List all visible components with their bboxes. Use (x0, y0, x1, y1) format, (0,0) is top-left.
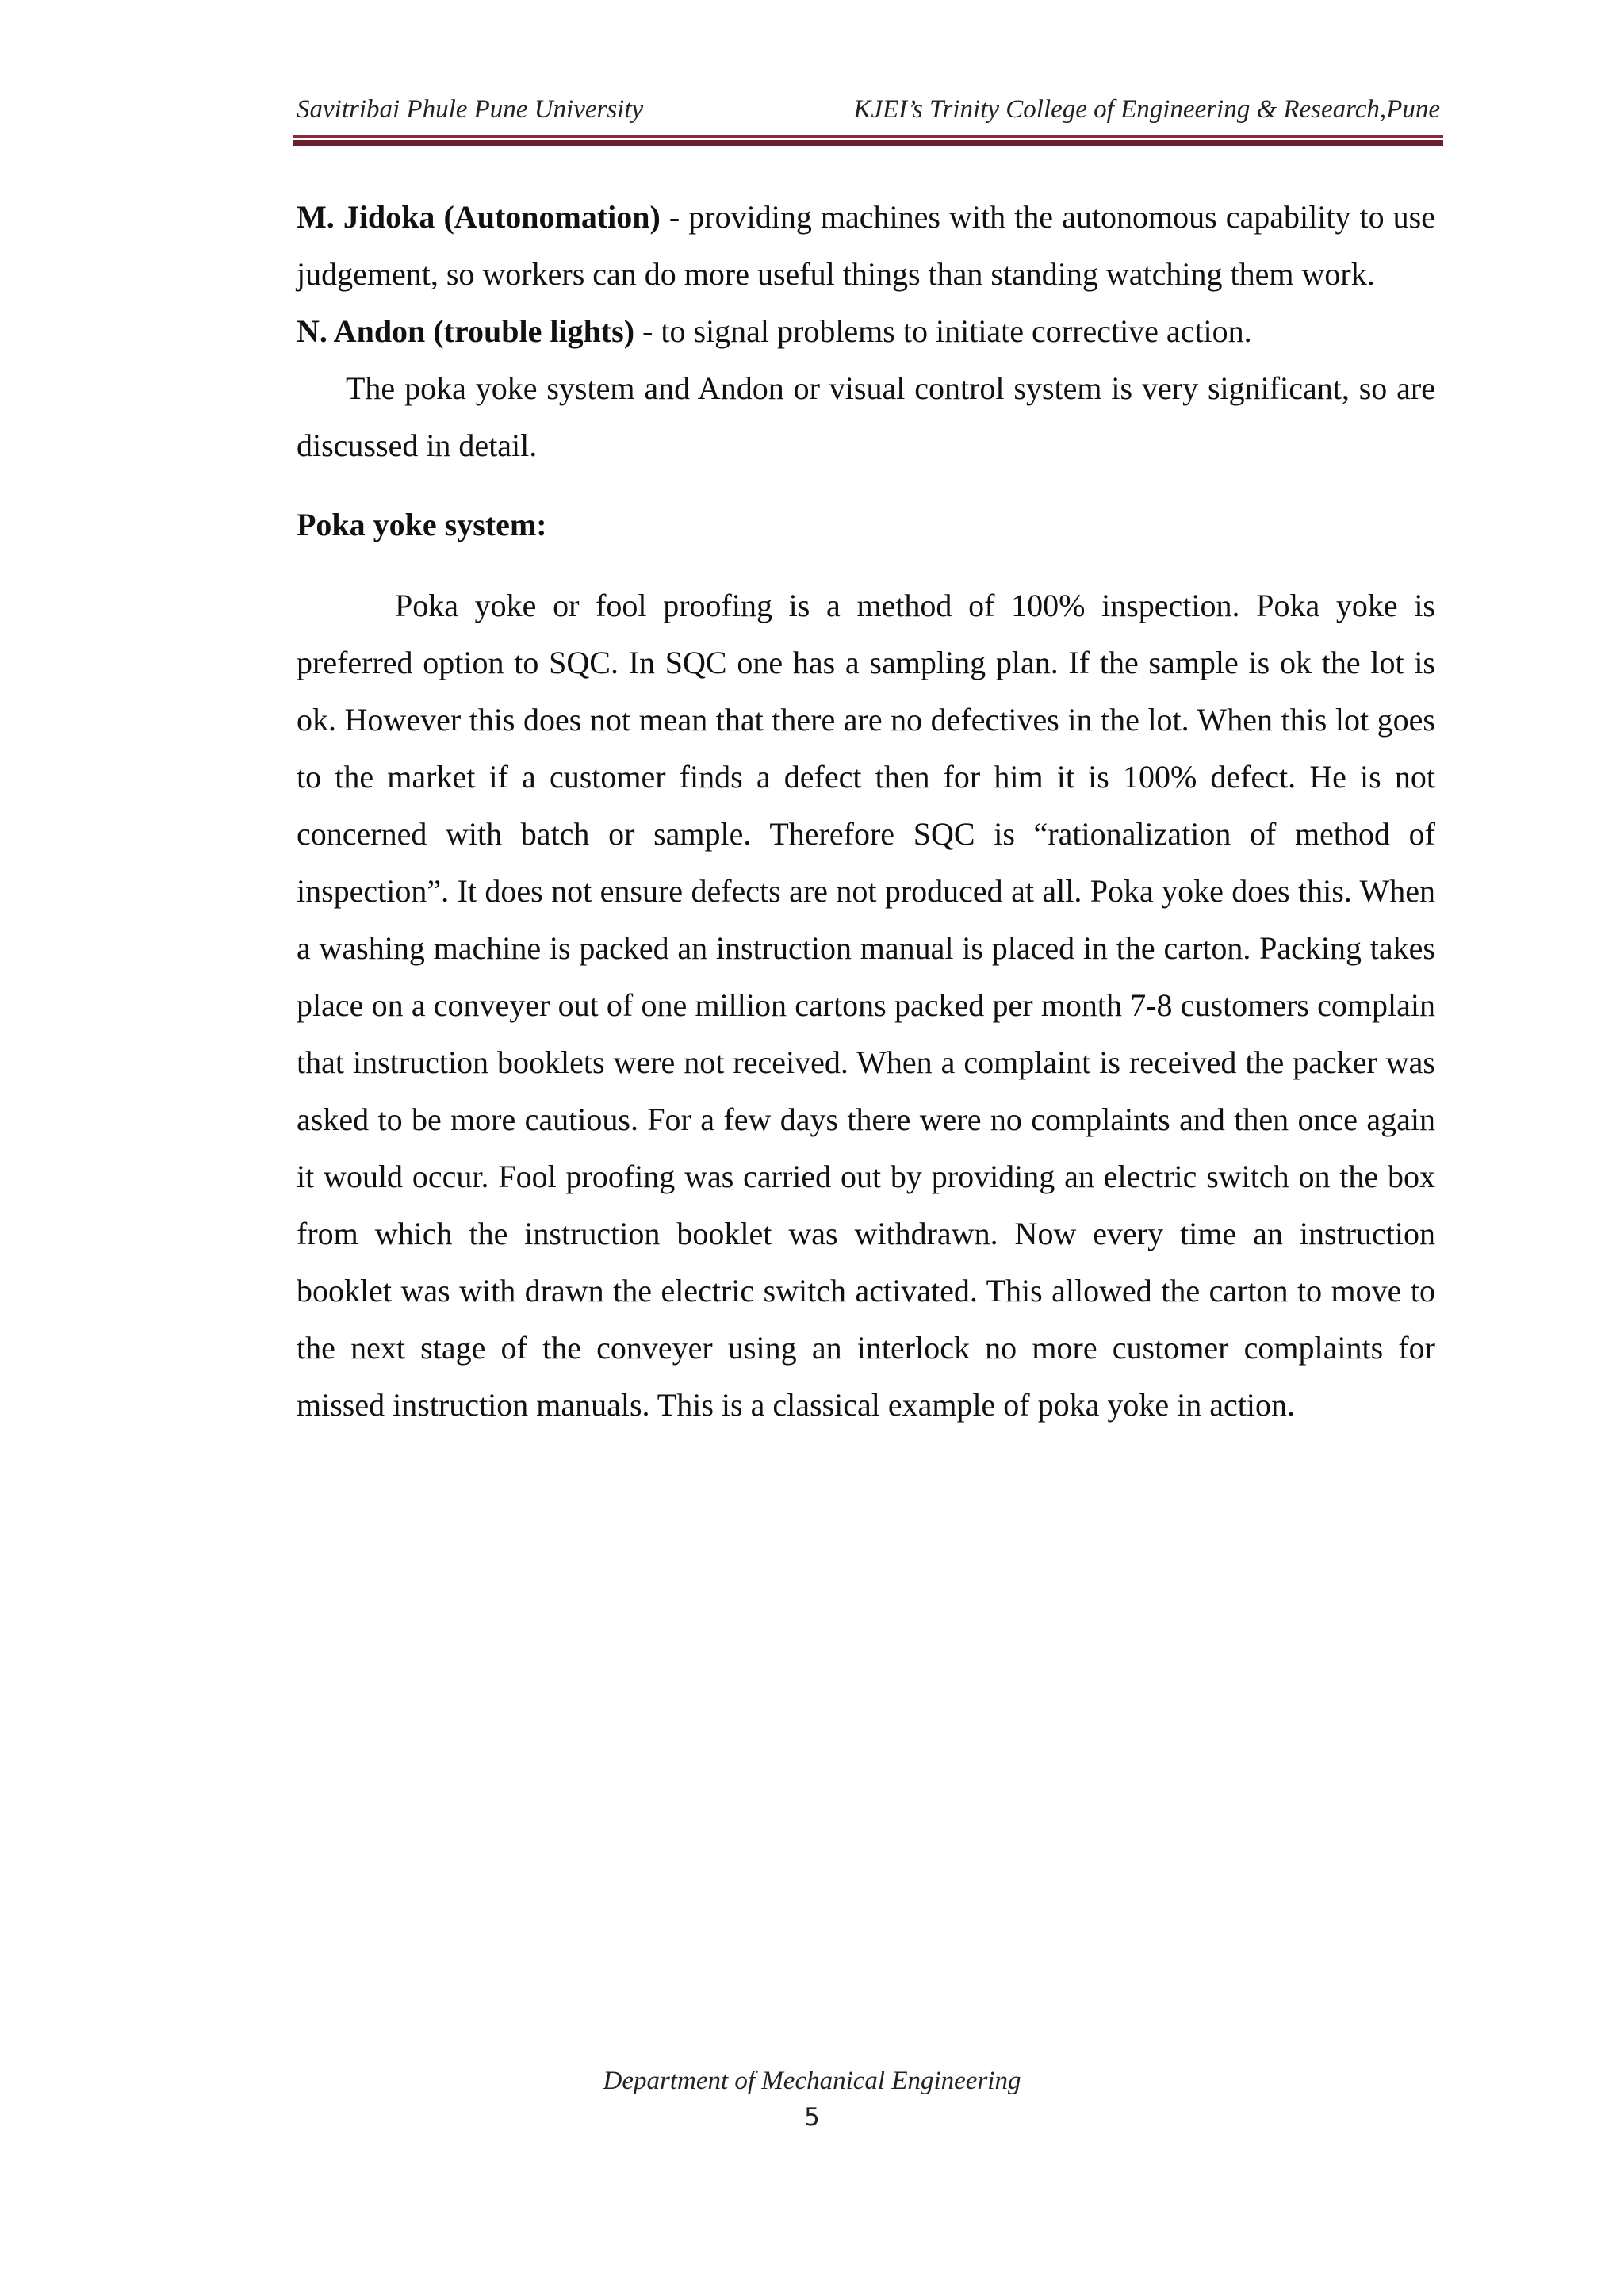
item-andon-text: - to signal problems to initiate corrective action. (634, 313, 1252, 349)
item-jidoka-label: M. Jidoka (Autonomation) (297, 199, 661, 235)
item-andon-label: N. Andon (trouble lights) (297, 313, 635, 349)
header-college: KJEI’s Trinity College of Engineering & Research,Pune (853, 95, 1440, 124)
item-jidoka-text: - providing machines with the autonomous capability to use judgement, so workers can do more useful things than standing watching them work. (297, 199, 1435, 292)
section-paragraph: Poka yoke or fool proofing is a method of 100% inspection. Poka yoke is preferred option to SQC. In SQC one has a sampling plan. If the sample is ok the lot is ok. However this does not mean that there are no defectives in the lot. When this lot goes to the market if a customer finds a defect then for him it is 100% defect. He is not concerned with batch or sample. Therefore SQC is “rationalization of method of inspection”. It does not ensure defects are not produced at all. Poka yoke does this. When a washing machine is packed an instruction manual is placed in the carton. Packing takes place on a conveyer out of one million cartons packed per month 7-8 customers complain that instruction booklets were not received. When a complaint is received the packer was asked to be more cautious. For a few days there were no complaints and then once again it would occur. Fool proofing was carried out by providing an electric switch on the box from which the instruction booklet was withdrawn. Now every time an instruction booklet was with drawn the electric switch activated. This allowed the carton to move to the next stage of the conveyer using an interlock no more customer complaints for missed instruction manuals. This is a classical example of poka yoke in action. (297, 588, 1435, 1423)
page-number: 5 (804, 2103, 820, 2132)
header-university: Savitribai Phule Pune University (297, 95, 644, 124)
section-heading: Poka yoke system: (297, 507, 547, 542)
item-jidoka (297, 189, 1435, 303)
intro-paragraph: The poka yoke system and Andon or visual control system is very significant, so are discussed in detail. (297, 370, 1435, 463)
main-content (297, 189, 1435, 1434)
page-header (297, 95, 1440, 135)
item-andon (297, 303, 1435, 360)
header-rule-thick (293, 140, 1443, 146)
footer-department: Department of Mechanical Engineering (603, 2067, 1021, 2095)
header-rule-thin (293, 135, 1443, 138)
